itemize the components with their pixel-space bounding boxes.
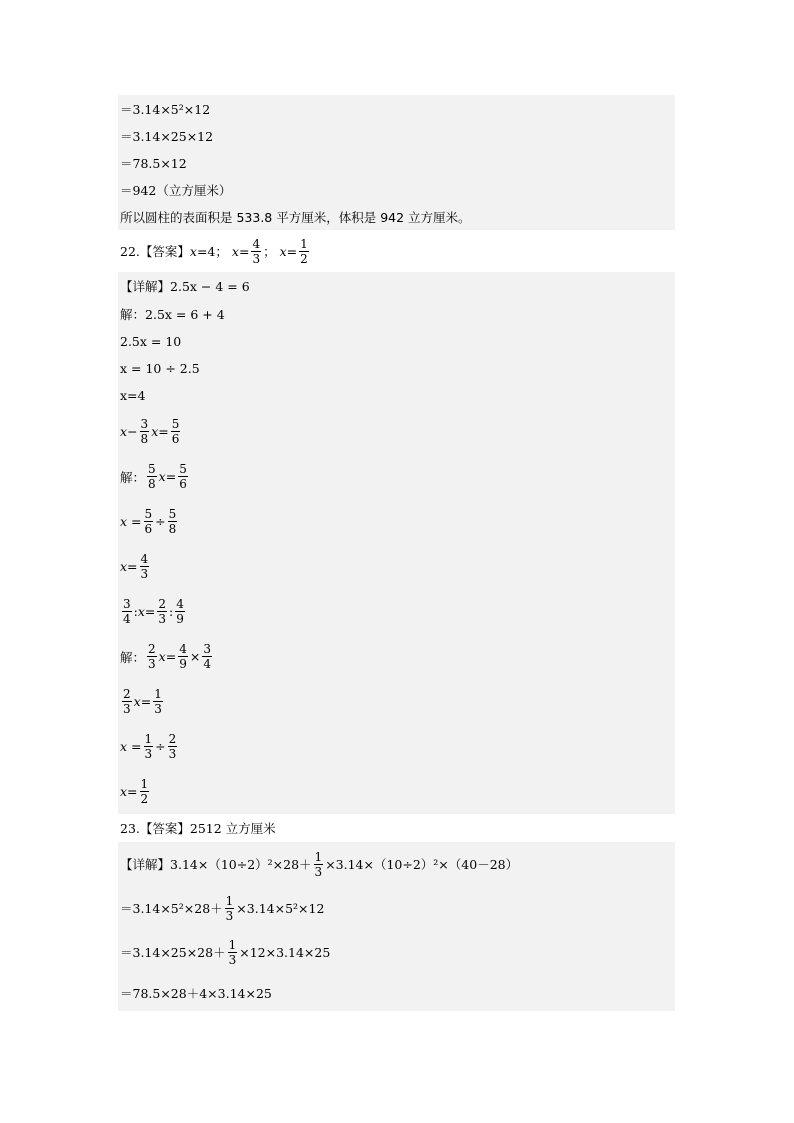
calc-line: 【详解】 3.14×（10÷2）²×28＋ $\frac{1}{3}$ ×3.14×（10÷2）²×（40－28） [120, 849, 519, 879]
answer-22: 22.【答案】 x =4； x = $\frac{4}{3}$ ； x = $\frac{1}{2}$ [120, 236, 308, 266]
conclusion-line: 所以圆柱的表面积是 533.8 平方厘米，体积是 942 立方厘米。 [120, 209, 471, 225]
calc-line: 解： $\frac{2}{3}$ x = $\frac{4}{9}$ × $\frac{3}{4}$ [120, 642, 211, 671]
calc-line: x=4 [120, 388, 146, 403]
calc-line: ＝78.5×12 [120, 155, 187, 171]
solution-block-23 [118, 842, 675, 1011]
calc-line: 【详解】 2.5x − 4 = 6 [120, 278, 250, 294]
document-page [118, 95, 675, 1011]
calc-line: 2.5x = 10 [120, 334, 182, 349]
calc-line: x = 10 ÷ 2.5 [120, 361, 200, 376]
calc-line: ＝942（立方厘米） [120, 182, 232, 198]
calc-line: x= $\frac{4}{3}$ [120, 552, 149, 581]
calc-line: ＝3.14×25×12 [120, 128, 214, 144]
fraction: $\frac{1}{2}$ [300, 236, 308, 266]
calc-line: ＝78.5×28＋4×3.14×25 [120, 985, 272, 1001]
calc-line: ＝3.14×5²×28＋ $\frac{1}{3}$ ×3.14×5²×12 [120, 893, 325, 923]
calc-line: ＝3.14×25×28＋ $\frac{1}{3}$ ×12×3.14×25 [120, 937, 331, 967]
calc-line: $\frac{2}{3}$ x = $\frac{1}{3}$ [123, 687, 162, 716]
calc-line: x = $\frac{5}{6}$ ÷ $\frac{5}{8}$ [120, 507, 177, 536]
solution-block-21 [118, 95, 675, 230]
answer-23: 23.【答案】2512 立方厘米 [120, 821, 276, 836]
calc-line: ＝3.14×5²×12 [120, 101, 211, 117]
calc-line: x − $\frac{3}{8}$ x = $\frac{5}{6}$ [120, 417, 180, 446]
fraction: $\frac{4}{3}$ [252, 236, 261, 266]
calc-line: $\frac{3}{4}$ : x = $\frac{2}{3}$ : $\frac{4}{9}$ [123, 597, 184, 626]
solution-block-22 [118, 272, 675, 814]
calc-line: x = $\frac{1}{3}$ ÷ $\frac{2}{3}$ [120, 732, 177, 761]
calc-line: x= $\frac{1}{2}$ [120, 777, 149, 806]
calc-line: 解： $\frac{5}{8}$ x = $\frac{5}{6}$ [120, 462, 187, 491]
calc-line: 解： 2.5x = 6 + 4 [120, 306, 225, 322]
